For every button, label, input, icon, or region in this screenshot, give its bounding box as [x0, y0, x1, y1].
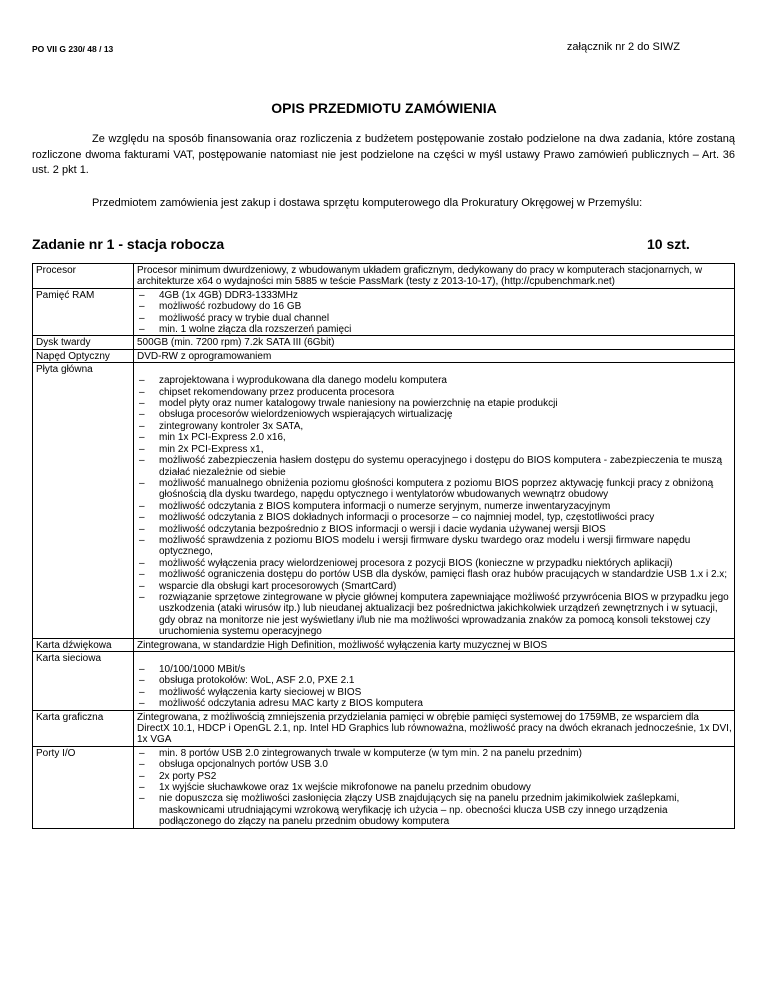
- list-item: – możliwość ograniczenia dostępu do portów USB dla dysków, pamięci flash oraz hubów pracujących w standardzie USB 1.x i 2.x;: [137, 569, 732, 580]
- spec-label: Karta sieciowa: [33, 652, 134, 711]
- list-item: – min. 8 portów USB 2.0 zintegrowanych trwale w komputerze (w tym min. 2 na panelu przednim): [137, 748, 732, 759]
- spec-value: Zintegrowana, z możliwością zmniejszenia przydzielania pamięci w obrębie pamięci systemowej do 1759MB, ze wsparciem dla DirectX 10.1, HDCP i OpenGL 2.1, np. Intel HD Graphics lub równoważna, możliwość pracy na dwóch ekranach jednocześnie, 1x DVI, 1x VGA: [134, 710, 735, 746]
- spec-value: 500GB (min. 7200 rpm) 7.2k SATA III (6Gbit): [134, 336, 735, 349]
- list-item: – nie dopuszcza się możliwości zasłonięcia złączy USB znajdujących się na panelu przednim jakimikolwiek zaślepkami, maskownicami utrudniającymi wzrokową weryfikację ich użycia – np. obecności klucza USB czy innego urządzenia podłączonego do złączy na panelu przednim obudowy komputera: [137, 793, 732, 827]
- spec-value: [134, 652, 735, 711]
- list-item: – wsparcie dla obsługi kart procesorowych (SmartCard): [137, 581, 732, 592]
- list-item: – możliwość rozbudowy do 16 GB: [137, 301, 732, 312]
- list-item: – model płyty oraz numer katalogowy trwale naniesiony na powierzchnię na etapie produkcji: [137, 398, 732, 409]
- list-item: – możliwość sprawdzenia z poziomu BIOS modelu i wersji firmware dysku twardego oraz modelu i wersji firmware napędu optycznego,: [137, 535, 732, 558]
- intro-text-1: Ze względu na sposób finansowania oraz rozliczenia z budżetem postępowanie zostało podzielone na dwa zadania, które zostaną rozliczone dwoma fakturami VAT, postępowanie natomiast nie jest podzielone na części w myśl ustawy Prawo zamówień publicznych – Art. 36 ust. 2 pkt 1.: [32, 133, 735, 176]
- spec-value: DVD-RW z oprogramowaniem: [134, 349, 735, 362]
- spec-row: [33, 349, 735, 362]
- spec-row: [33, 363, 735, 638]
- spec-row: [33, 638, 735, 651]
- list-item: – możliwość odczytania z BIOS dokładnych informacji o procesorze – co najmniej model, typ, częstotliwości pracy: [137, 512, 732, 523]
- spec-label: Płyta główna: [33, 363, 134, 638]
- list-item: – możliwość wyłączenia pracy wielordzeniowej procesora z pozycji BIOS (konieczne w przypadku niektórych aplikacji): [137, 558, 732, 569]
- spec-label: Porty I/O: [33, 746, 134, 828]
- list-item: – możliwość manualnego obniżenia poziomu głośności komputera z poziomu BIOS poprzez aktywację funkcji pracy z obniżoną głośnością dla dysku twardego, napędu optycznego i wentylatorów wbudowanych wewnątrz obudowy: [137, 478, 732, 501]
- spec-value: Zintegrowana, w standardzie High Definition, możliwość wyłączenia karty muzycznej w BIOS: [134, 638, 735, 651]
- spec-label: Karta dźwiękowa: [33, 638, 134, 651]
- list-item: – min 1x PCI-Express 2.0 x16,: [137, 432, 732, 443]
- list-item: – możliwość odczytania z BIOS komputera informacji o numerze seryjnym, numerze inwentaryzacyjnym: [137, 501, 732, 512]
- spec-value: Procesor minimum dwurdzeniowy, z wbudowanym układem graficznym, dedykowany do pracy w komputerach stacjonarnych, w architekturze x64 o wydajności min 5885 w teście PassMark (testy z 2013-10-17), (http://cpubenchmark.net): [134, 264, 735, 289]
- spec-row: [33, 746, 735, 828]
- spec-row: [33, 264, 735, 289]
- list-item: – obsługa opcjonalnych portów USB 3.0: [137, 759, 732, 770]
- list-item: – możliwość odczytania adresu MAC karty z BIOS komputera: [137, 698, 732, 709]
- spec-list: [137, 290, 732, 336]
- spec-label: Pamięć RAM: [33, 288, 134, 336]
- page-title: OPIS PRZEDMIOTU ZAMÓWIENIA: [271, 100, 497, 116]
- spec-value: [134, 363, 735, 638]
- spec-list: [137, 748, 732, 828]
- spec-list: [137, 375, 732, 637]
- list-item: – obsługa protokołów: WoL, ASF 2.0, PXE 2.1: [137, 675, 732, 686]
- list-item: – min 2x PCI-Express x1,: [137, 444, 732, 455]
- list-item: – możliwość odczytania bezpośrednio z BIOS informacji o wersji i dacie wydania używanej wersji BIOS: [137, 524, 732, 535]
- spec-row: [33, 288, 735, 336]
- list-item: – 4GB (1x 4GB) DDR3-1333MHz: [137, 290, 732, 301]
- task-label: Zadanie nr 1 - stacja robocza: [32, 236, 225, 252]
- spec-row: [33, 710, 735, 746]
- list-item: – chipset rekomendowany przez producenta procesora: [137, 387, 732, 398]
- spec-list: [137, 664, 732, 710]
- list-item: – obsługa procesorów wielordzeniowych wspierających wirtualizację: [137, 409, 732, 420]
- spec-value: [134, 746, 735, 828]
- spec-row: [33, 652, 735, 711]
- spec-row: [33, 336, 735, 349]
- specification-table: [32, 263, 735, 829]
- intro-paragraph-1: [32, 132, 735, 179]
- intro-paragraph-2: [32, 196, 735, 212]
- list-item: – zintegrowany kontroler 3x SATA,: [137, 421, 732, 432]
- attachment-label: załącznik nr 2 do SIWZ: [566, 41, 680, 53]
- list-item: – zaprojektowana i wyprodukowana dla danego modelu komputera: [137, 375, 732, 386]
- spec-label: Dysk twardy: [33, 336, 134, 349]
- list-item: – możliwość wyłączenia karty sieciowej w BIOS: [137, 687, 732, 698]
- list-item: – 10/100/1000 MBit/s: [137, 664, 732, 675]
- list-item: – 2x porty PS2: [137, 771, 732, 782]
- spec-label: Napęd Optyczny: [33, 349, 134, 362]
- intro-text-2: Przedmiotem zamówienia jest zakup i dostawa sprzętu komputerowego dla Prokuratury Okręgowej w Przemyślu:: [92, 197, 643, 209]
- list-item: – możliwość zabezpieczenia hasłem dostępu do systemu operacyjnego i dostępu do BIOS komputera - zabezpieczenia te muszą działać niezależnie od siebie: [137, 455, 732, 478]
- task-heading: [32, 236, 735, 252]
- document-reference: PO VII G 230/ 48 / 13: [32, 44, 114, 54]
- list-item: – min. 1 wolne złącza dla rozszerzeń pamięci: [137, 324, 732, 335]
- spec-value: [134, 288, 735, 336]
- spec-label: Karta graficzna: [33, 710, 134, 746]
- spec-label: Procesor: [33, 264, 134, 289]
- list-item: – rozwiązanie sprzętowe zintegrowane w płycie głównej komputera zapewniające możliwość przywrócenia BIOS w przypadku jego uszkodzenia (ataki wirusów itp.) lub nieudanej aktualizacji bez pośrednictwa jakichkolwiek urządzeń zewnętrznych i w sytuacji, gdy obraz na monitorze nie jest wyświetlany i/lub nie ma możliwości wprowadzania znaków za pomocą konsoli tekstowej czy uruchomienia systemu operacyjnego: [137, 592, 732, 638]
- task-quantity: 10 szt.: [647, 236, 690, 252]
- list-item: – 1x wyjście słuchawkowe oraz 1x wejście mikrofonowe na panelu przednim obudowy: [137, 782, 732, 793]
- list-item: – możliwość pracy w trybie dual channel: [137, 313, 732, 324]
